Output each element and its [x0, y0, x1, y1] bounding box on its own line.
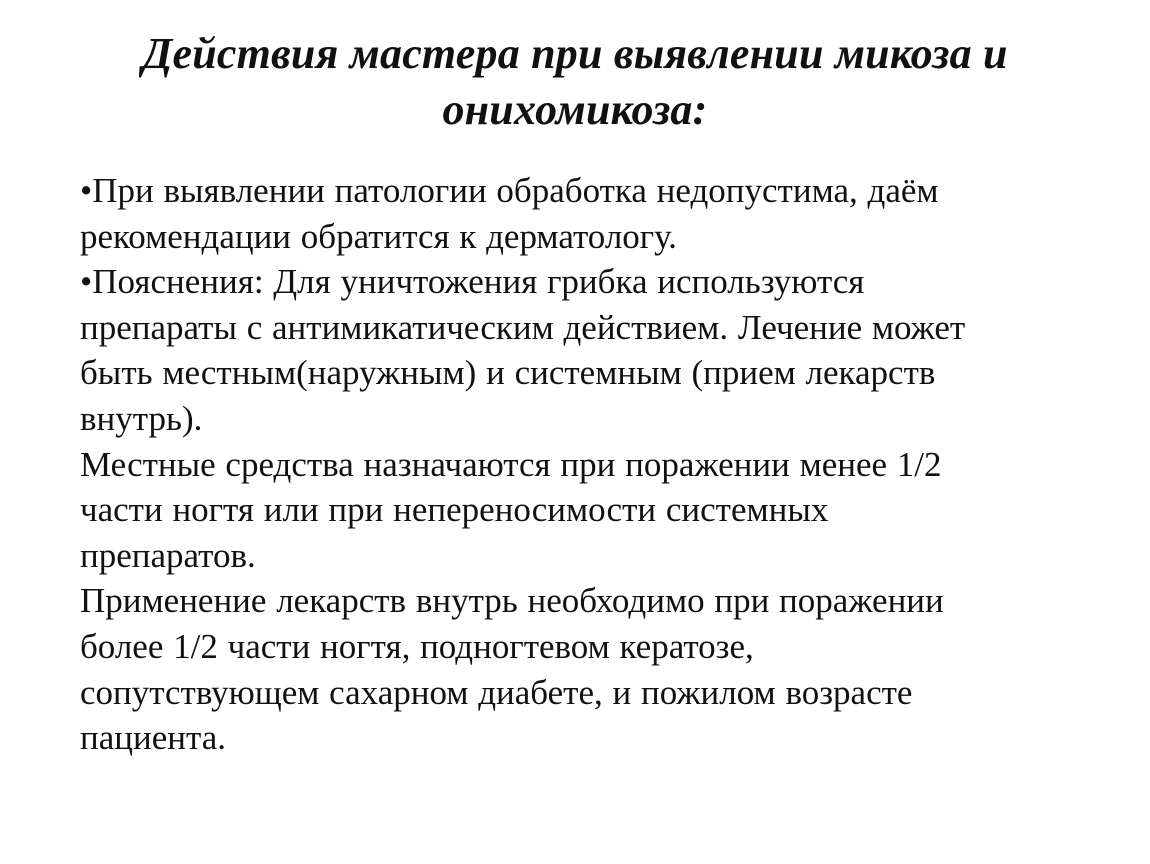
body-line-2: рекомендации обратится к дерматологу. — [80, 216, 677, 256]
body-line-8: части ногтя или при непереносимости системных — [80, 490, 829, 530]
body-line-4: препараты с антимикатическим действием. Лечение может — [80, 307, 966, 347]
slide-body — [80, 168, 1080, 761]
body-line-1: •При выявлении патологии обработка недопустима, даём — [80, 171, 939, 210]
slide-title — [60, 26, 1090, 138]
body-line-5: быть местным(наружным) и системным (прием лекарств — [80, 353, 936, 393]
body-line-12: сопутствующем сахарном диабете, и пожилом возрасте — [80, 672, 913, 712]
body-line-6: внутрь). — [80, 398, 203, 438]
body-line-13: пациента. — [80, 718, 226, 758]
title-line-2: онихомикоза: — [442, 85, 708, 134]
body-line-3: •Пояснения: Для уничтожения грибка используются — [80, 262, 865, 302]
title-line-1: Действия мастера при выявлении микоза и — [142, 29, 1008, 78]
body-line-9: препаратов. — [80, 535, 256, 575]
body-line-10: Применение лекарств внутрь необходимо при поражении — [80, 581, 944, 621]
body-line-7: Местные средства назначаются при поражении менее 1/2 — [80, 444, 942, 484]
body-line-11: более 1/2 части ногтя, подногтевом кератозе, — [80, 626, 754, 666]
